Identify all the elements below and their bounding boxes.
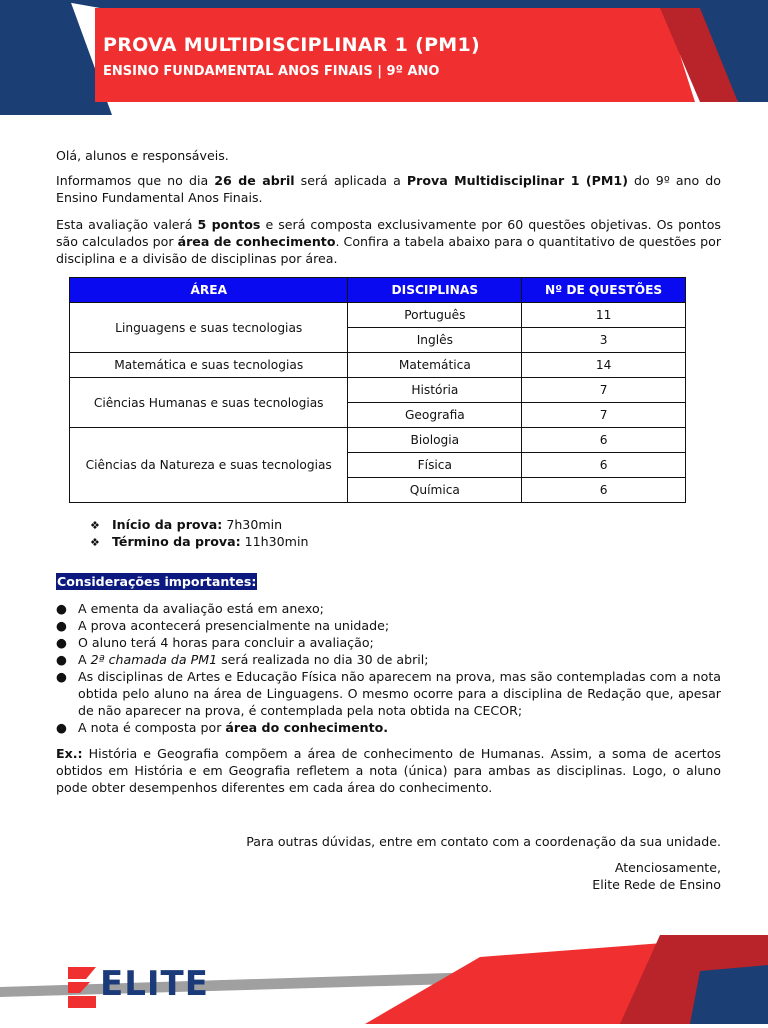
bullet-icon: ● — [56, 635, 67, 650]
questions-table — [69, 277, 686, 503]
disciplina-cell: Geografia — [348, 403, 522, 428]
considerations-title: Considerações importantes: — [57, 574, 257, 589]
questoes-cell: 3 — [522, 328, 686, 353]
table-row — [70, 303, 686, 328]
disciplina-cell: Química — [348, 478, 522, 503]
questoes-cell: 7 — [522, 403, 686, 428]
disciplina-cell: Física — [348, 453, 522, 478]
disciplina-cell: Matemática — [348, 353, 522, 378]
greeting: Olá, alunos e responsáveis. — [56, 148, 229, 163]
area-cell: Ciências da Natureza e suas tecnologias — [70, 428, 348, 503]
bullet-icon: ● — [56, 720, 67, 735]
schedule-list — [90, 516, 308, 550]
signature: Elite Rede de Ensino — [592, 877, 721, 892]
document-title: PROVA MULTIDISCIPLINAR 1 (PM1) — [103, 34, 481, 56]
list-item: ❖ Início da prova: 7h30min — [90, 517, 283, 532]
elite-logo: ELITE — [100, 964, 209, 1004]
list-item: ● As disciplinas de Artes e Educação Física não aparecem na prova, mas são contempladas com a nota obtida pelo aluno na área de Linguagens. O mesmo ocorre para a disciplina de Redação que, apesar de não aparecer na prova, é contemplada pela nota obtida na CECOR; — [56, 669, 721, 718]
questoes-cell: 6 — [522, 428, 686, 453]
list-item: ❖ Término da prova: 11h30min — [90, 534, 309, 549]
header-banner — [0, 0, 768, 130]
bullet-icon: ● — [56, 669, 67, 684]
area-cell: Ciências Humanas e suas tecnologias — [70, 378, 348, 428]
table-row — [70, 428, 686, 453]
table-row — [70, 353, 686, 378]
bullet-icon: ● — [56, 652, 67, 667]
list-item: ● A nota é composta por área do conhecimento. — [56, 720, 389, 735]
intro-paragraph-2: Esta avaliação valerá 5 pontos e será composta exclusivamente por 60 questões objetivas. Os pontos são calculados por área de conhecimento. Confira a tabela abaixo para o quantitativo de questões por disciplina e a divisão de disciplinas por área. — [56, 217, 721, 266]
disciplina-cell: Português — [348, 303, 522, 328]
header-area: ÁREA — [70, 278, 348, 303]
questoes-cell: 6 — [522, 453, 686, 478]
diamond-bullet-icon: ❖ — [90, 536, 100, 549]
example-paragraph: Ex.: História e Geografia compõem a área de conhecimento de Humanas. Assim, a soma de acertos obtidos em História e em Geografia refletem a nota (única) para ambas as disciplinas. Logo, o aluno pode obter desempenhos diferentes em cada área do conhecimento. — [56, 746, 721, 795]
bullet-icon: ● — [56, 601, 67, 616]
questoes-cell: 6 — [522, 478, 686, 503]
questoes-cell: 11 — [522, 303, 686, 328]
questoes-cell: 7 — [522, 378, 686, 403]
list-item: ● A prova acontecerá presencialmente na unidade; — [56, 618, 390, 633]
area-cell: Matemática e suas tecnologias — [70, 353, 348, 378]
list-item: ● A ementa da avaliação está em anexo; — [56, 601, 324, 616]
table-header-row — [70, 278, 686, 303]
diamond-bullet-icon: ❖ — [90, 519, 100, 532]
bullet-icon: ● — [56, 618, 67, 633]
disciplina-cell: Biologia — [348, 428, 522, 453]
area-cell: Linguagens e suas tecnologias — [70, 303, 348, 353]
regards: Atenciosamente, — [614, 860, 721, 875]
header-questoes: Nº DE QUESTÕES — [522, 278, 686, 303]
disciplina-cell: Inglês — [348, 328, 522, 353]
table-row — [70, 378, 686, 403]
questoes-cell: 14 — [522, 353, 686, 378]
disciplina-cell: História — [348, 378, 522, 403]
contact-line: Para outras dúvidas, entre em contato com a coordenação da sua unidade. — [246, 834, 721, 849]
document-subtitle: ENSINO FUNDAMENTAL ANOS FINAIS | 9º ANO — [103, 64, 440, 79]
header-disciplinas: DISCIPLINAS — [348, 278, 522, 303]
intro-paragraph-1: Informamos que no dia 26 de abril será aplicada a Prova Multidisciplinar 1 (PM1) do 9º ano do Ensino Fundamental Anos Finais. — [56, 173, 722, 205]
considerations-list — [56, 600, 721, 736]
list-item: ● O aluno terá 4 horas para concluir a avaliação; — [56, 635, 374, 650]
list-item: ● A 2ª chamada da PM1 será realizada no dia 30 de abril; — [56, 652, 429, 667]
